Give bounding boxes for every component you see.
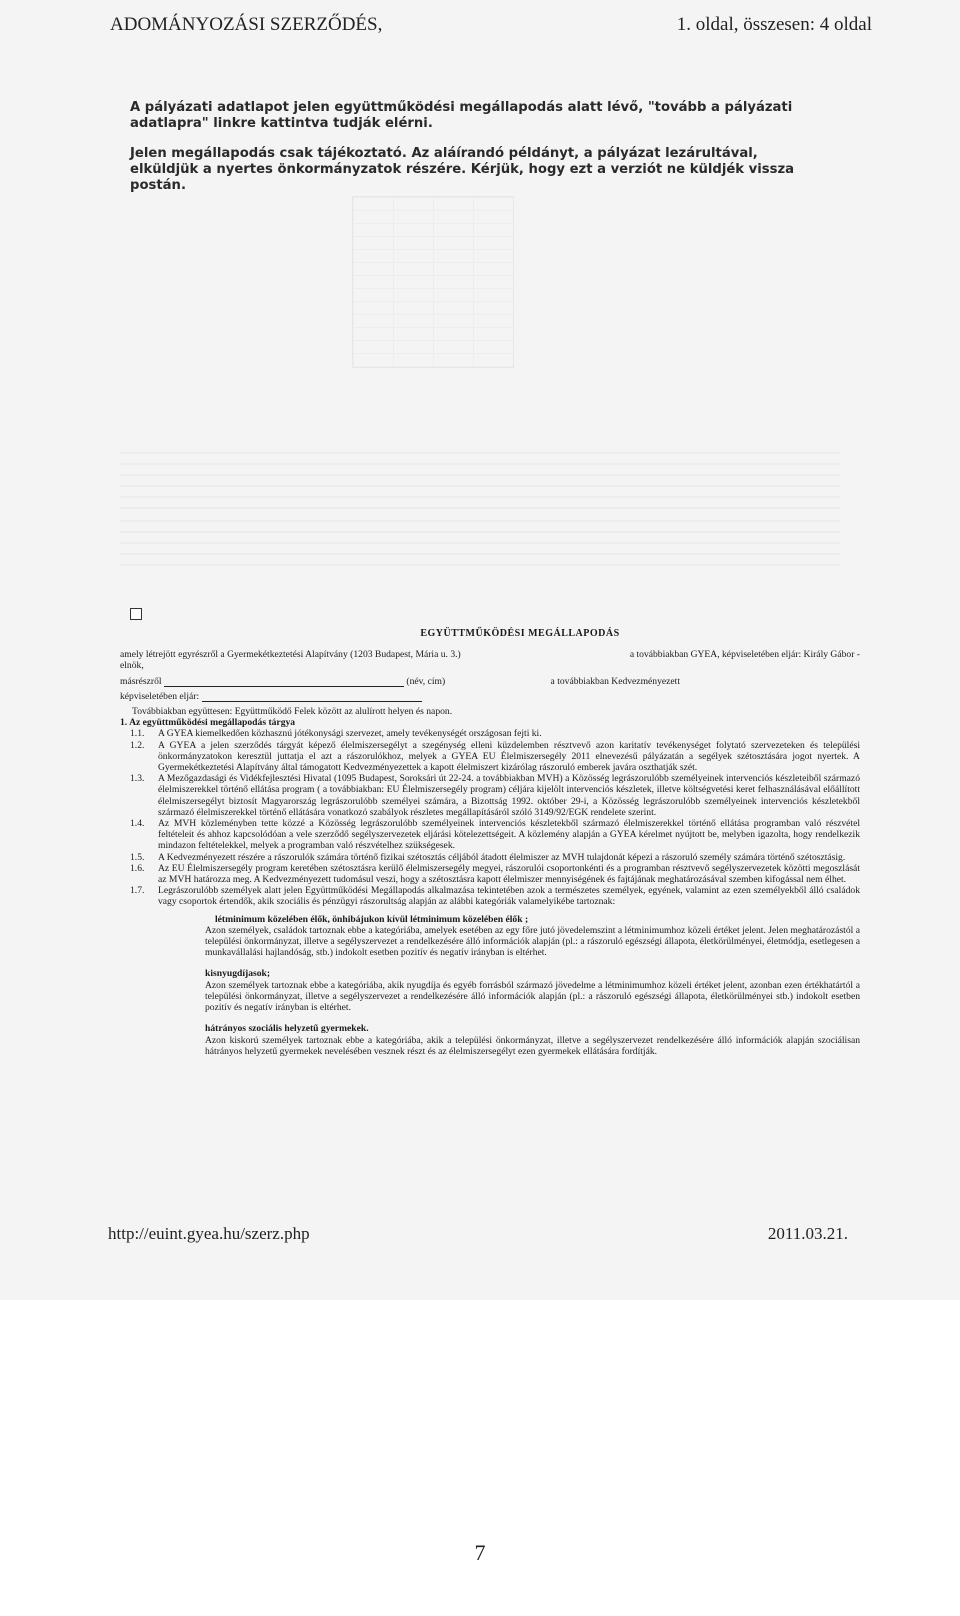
category-text: Azon személyek, családok tartoznak ebbe a kategóriába, amelyek esetében az egy főre jutó jövedelemszint a létminimumhoz közeli értéket jelent. Jelen meghatározástól a települési önkormányzat, illetve a segélyszervezet a rendelkezésére álló információk alapján (pl.: a rászoruló egészségi állapota, életkörülményei, életmódja, esetlegesen a munkavállalási hajlandóság, stb.) indokolt esetben pozitív és negatív irányban is eltérhet.	[205, 924, 860, 959]
party1-rep: a továbbiakban GYEA, képviseletében eljár: Király Gábor -	[629, 649, 860, 661]
bleed-through-text	[120, 520, 840, 570]
page-info: 1. oldal, összesen: 4 oldal	[676, 14, 872, 35]
checkbox[interactable]	[130, 608, 142, 620]
bleed-through-table	[352, 196, 514, 368]
item-text: A GYEA a jelen szerződés tárgyát képező élelmiszersegélyt a szegénység elleni küzdelemben résztvevő azon karitatív tevékenységet folytató szervezeteken és települési önkormányzatokon keresztül juttatja el azt a rászorulókhoz, melyek a GYEA EU Élelmiszersegély 2011 elnevezésű pályázatán a segélyek szétosztására jogot nyertek. A Gyermekétkeztetési Alapítvány által támogatott Kedvezményezettek a kapott élelmiszert kizárólag rászoruló emberek javára oszthatják szét.	[158, 739, 860, 774]
party2-label: másrészről	[120, 675, 162, 687]
item-text: A GYEA kiemelkedően közhasznú jótékonysági szervezet, amely tevékenységét országosan fejti ki.	[158, 728, 542, 740]
party1-text: amely létrejött egyrészről a Gyermekétkeztetési Alapítvány (1203 Budapest, Mária u. 3.)	[120, 649, 461, 661]
notice-link-info: A pályázati adatlapot jelen együttműködési megállapodás alatt lévő, "tovább a pályázati adatlapra" linkre kattintva tudják elérni.	[130, 100, 793, 131]
notice-informative: Jelen megállapodás csak tájékoztató. Az aláírandó példányt, a pályázat lezárultával, elküldjük a nyertes önkormányzatok részére. Kérjük, hogy ezt a verziót ne küldjék vissza postán.	[130, 146, 795, 193]
item-number: 1.5.	[130, 851, 145, 863]
category-block	[120, 914, 860, 959]
list-item	[120, 818, 860, 852]
item-number: 1.6.	[130, 862, 145, 874]
item-text: Legrászorulóbb személyek alatt jelen Együttműködési Megállapodás alkalmazása tekintetében azok a természetes személyek, egyének, valamint az ezen személyekből álló családok vagy csoportok értendők, akik szociális és pénzügyi rászorultság alapján az alábbi kategóriák valamelyikébe tartoznak:	[158, 885, 860, 908]
party1-row	[120, 649, 860, 660]
category-text: Azon személyek tartoznak ebbe a kategóriába, akik nyugdíja és egyéb forrásból származó jövedelme a létminimumhoz közeli értéket jelent, azonban ezen értékhatártól a települési önkormányzat, illetve a segélyszervezet a rendelkezésére álló információk alapján (pl.: a rászoruló egészségi állapota, életkörülményei stb.) indokolt esetben pozitív és negatív irányban is eltérhet.	[205, 979, 860, 1014]
item-text: Az MVH közleményben tette közzé a Közösség legrászorulóbb személyeinek intervenciós készletekből származó élelmiszerekkel történő ellátása programban való részvétel feltételeit és ahhoz kapcsolódóan a vele szerződő segélyszervezetek eljárási kötelezettségeit. A közlemény alapján a GYEA kérelmet nyújtott be, melyben igazolta, hogy rendelkezik mindazon feltételekkel, melyek a programban való részvételhez szükségesek.	[158, 818, 860, 852]
list-item	[120, 728, 860, 739]
document-title: ADOMÁNYOZÁSI SZERZŐDÉS,	[110, 14, 383, 35]
item-text: A Kedvezményezett részére a rászorulók számára történő fizikai szétosztás céljából átadott élelmiszer az MVH tulajdonát képezi a rászoruló személy számára történő szétosztásig.	[158, 851, 846, 863]
footer-url: http://euint.gyea.hu/szerz.php	[108, 1224, 310, 1243]
footer-date: 2011.03.21.	[767, 1224, 848, 1243]
item-text: Az EU Élelmiszersegély program keretében szétosztásra kerülő élelmiszersegély megyei, rászorulói csoportonkénti és a programban résztvevő segélyszervezetek közötti megoszlását az MVH határozza meg. A Kedvezményezett tudomásul veszi, hogy a szétosztásra kapott élelmiszer mennyiségének és fajtájának meghatározásával szemben kifogással nem élhet.	[158, 862, 860, 886]
together-text: Továbbiakban együttesen: Együttműködő Felek között az alulírott helyen és napon.	[132, 706, 453, 718]
item-number: 1.3.	[130, 773, 145, 785]
rep-label: képviseletében eljár:	[120, 690, 200, 702]
section1-title: 1. Az együttműködési megállapodás tárgya	[120, 717, 296, 729]
party2-right: a továbbiakban Kedvezményezett	[550, 675, 680, 687]
item-number: 1.1.	[130, 728, 145, 740]
party2-blank-line	[164, 677, 404, 687]
category-title: létminimum közelében élők, önhibájukon kívül létminimum közelében élők ;	[215, 913, 529, 925]
list-item	[120, 740, 860, 774]
item-number: 1.2.	[130, 739, 145, 751]
rep-row	[120, 691, 860, 702]
agreement-title: EGYÜTTMŰKÖDÉSI MEGÁLLAPODÁS	[420, 628, 620, 639]
category-title: hátrányos szociális helyzetű gyermekek.	[205, 1023, 369, 1035]
rep-blank-line	[202, 692, 422, 702]
list-item	[120, 885, 860, 907]
list-item	[120, 863, 860, 885]
page-number: 7	[474, 1540, 486, 1565]
bleed-through-text	[120, 452, 840, 512]
category-block	[120, 968, 860, 1013]
category-text: Azon kiskorú személyek tartoznak ebbe a kategóriába, akik a települési önkormányzat, illetve a segélyszervezet rendelkezésére álló információk alapján szociálisan hátrányos helyzetű gyermekek nevelésében vesznek részt és az élelmiszersegélyt ezen gyermekek ellátására fordítják.	[205, 1034, 860, 1057]
party2-hint: (név, cím)	[406, 675, 446, 687]
item-text: A Mezőgazdasági és Vidékfejlesztési Hivatal (1095 Budapest, Soroksári út 22-24. a továbbiakban MVH) a Közösség legrászorulóbb személyeinek intervenciós készleteiből származó élelmiszerekkel történő ellátása program ( a továbbiakban: EU Élelmiszersegély program) céljára kijelölt intervenciós készletek, illetve költségvetési keret felhasználásával előállított élelmiszersegélyt biztosít Magyarország legrászorulóbb személyei számára, a Bizottság 1992. október 29-i, a Közösség legrászorulóbb személyeinek intervenciós készletekből származó élelmiszerekkel történő ellátására vonatkozó szabályok részletes megállapításáról szóló 3149/92/EGK rendelete szerint.	[158, 773, 860, 818]
item-number: 1.4.	[130, 818, 145, 830]
list-item	[120, 773, 860, 818]
agreement-body	[120, 628, 860, 1057]
party2-row	[120, 676, 860, 687]
list-item	[120, 852, 860, 863]
party1-cont: elnök,	[120, 660, 144, 672]
category-block	[120, 1023, 860, 1057]
category-title: kisnyugdíjasok;	[205, 968, 271, 980]
item-number: 1.7.	[130, 885, 145, 897]
